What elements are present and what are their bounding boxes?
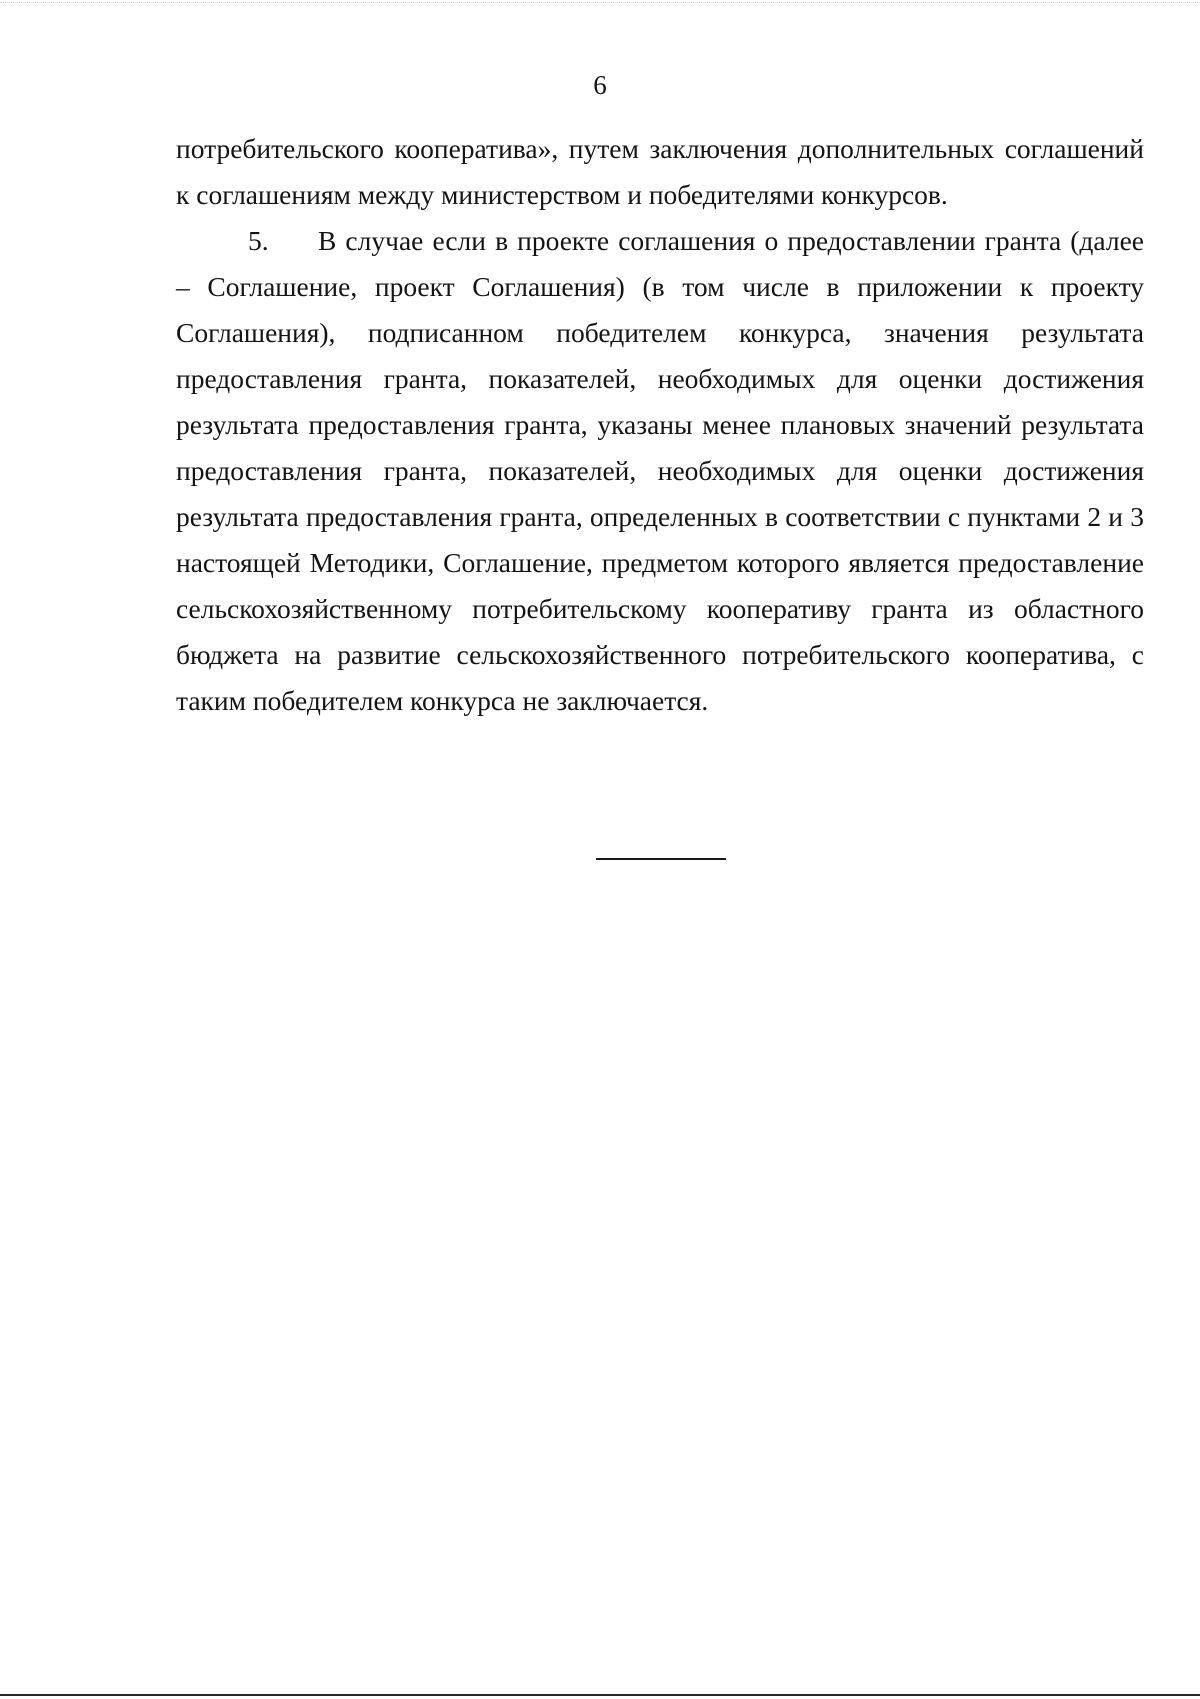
page-number: 6 [593, 70, 607, 100]
closing-rule-divider [596, 858, 726, 860]
scan-bottom-edge [0, 1694, 1200, 1696]
item-number: 5. [248, 225, 269, 256]
paragraph-item-5 [176, 218, 1144, 724]
document-body [176, 126, 1144, 724]
scan-edge-marks [0, 2, 1200, 3]
item-text: В случае если в проекте соглашения о предоставлении гранта (далее – Соглашение, проект Соглашения) (в том числе в приложении к проекту Соглашения), подписанном победителем конкурса, значения результата предоставления гранта, показателей, необходимых для оценки достижения результата предоставления гранта, указаны менее плановых значений результата предоставления гранта, показателей, необходимых для оценки достижения результата предоставления гранта, определенных в соответствии с пунктами 2 и 3 настоящей Методики, Соглашение, предметом которого является предоставление сельскохозяйственному потребительскому кооперативу гранта из областного бюджета на развитие сельскохозяйственного потребительского кооператива, с таким победителем конкурса не заключается. [176, 225, 1144, 716]
paragraph-continuation: потребительского кооператива», путем заключения дополнительных соглашений к соглашениям между министерством и победителями конкурсов. [176, 133, 1144, 210]
